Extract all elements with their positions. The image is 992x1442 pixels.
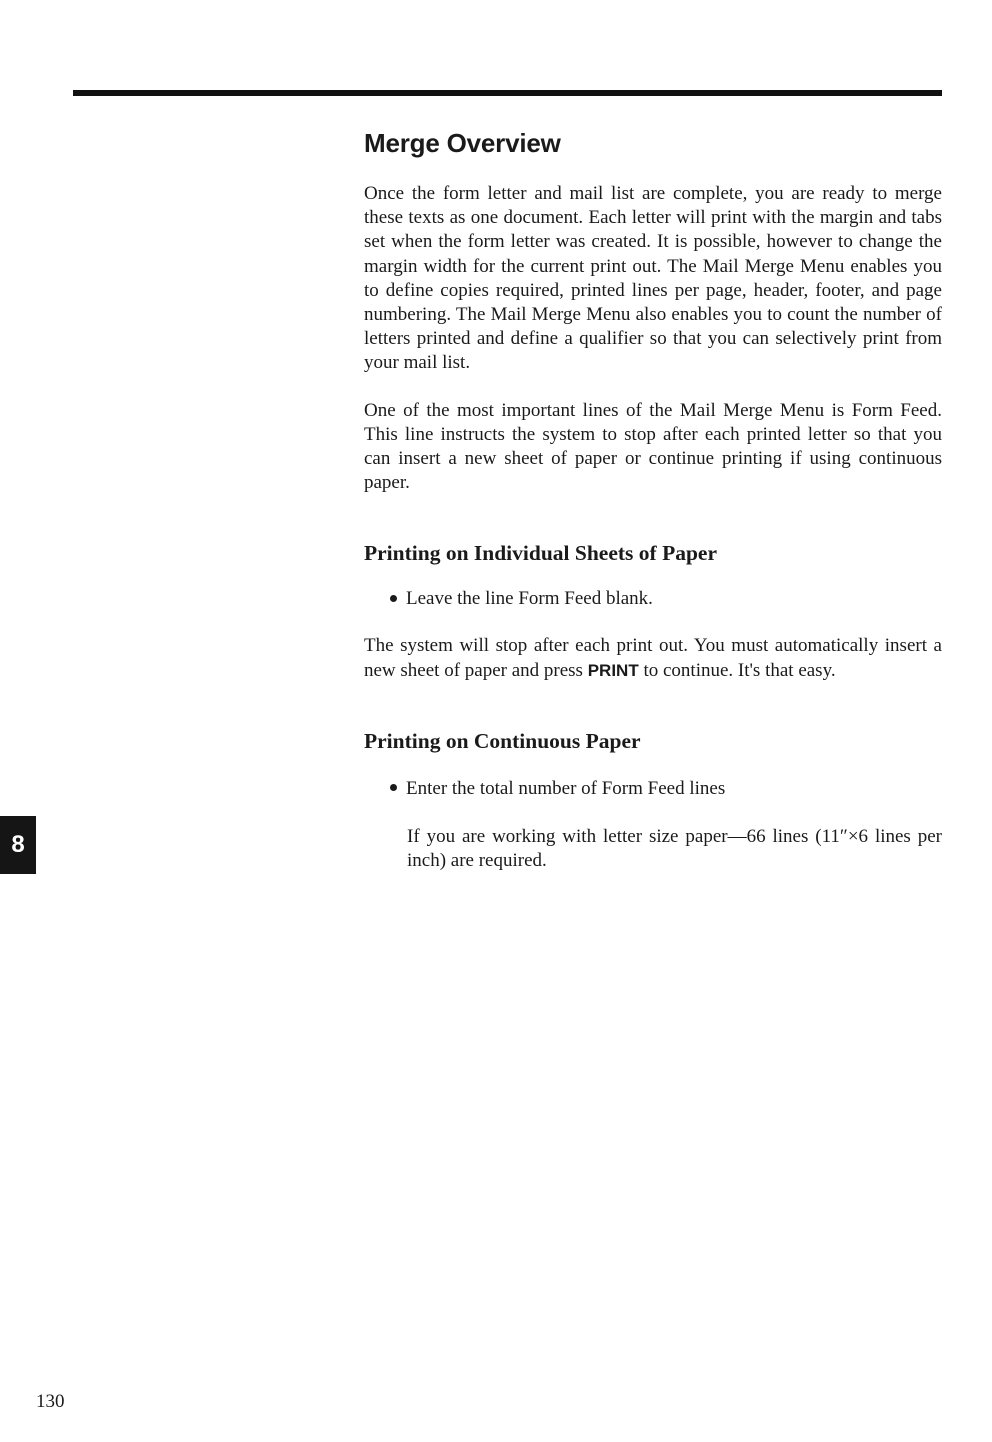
paragraph-text: to continue. It's that easy.: [643, 659, 836, 681]
chapter-tab: 8: [0, 816, 36, 874]
list-item: [390, 777, 942, 801]
individual-sheets-paragraph: [364, 634, 942, 682]
continuous-paper-heading: Printing on Continuous Paper: [364, 728, 641, 753]
bullet-text: Leave the line Form Feed blank.: [406, 588, 653, 610]
paragraph-text: The system will stop after each print out. You must automatically insert a new sheet of paper and press: [364, 635, 942, 681]
overview-paragraph-1: Once the form letter and mail list are complete, you are ready to merge these texts as one document. Each letter will print with the margin and tabs set when the form letter was created. It is possible, however to change the margin width for the current print out. The Mail Merge Menu enables you to define copies required, printed lines per page, header, footer, and page numbering. The Mail Merge Menu also enables you to count the number of letters printed and define a qualifier so that you can selectively print from your mail list.: [364, 183, 942, 374]
print-key-label: PRINT: [587, 660, 639, 680]
individual-sheets-heading: Printing on Individual Sheets of Paper: [364, 541, 718, 566]
main-content: [364, 124, 942, 892]
continuous-paper-note: If you are working with letter size paper—66 lines (11″×6 lines per inch) are required.: [407, 825, 942, 872]
list-item: [390, 587, 942, 611]
overview-paragraph-2: One of the most important lines of the Mail Merge Menu is Form Feed. This line instructs the system to stop after each printed letter so that you can insert a new sheet of paper or continue printing if using continuous paper.: [364, 399, 942, 494]
bullet-icon: [390, 784, 397, 791]
bullet-text: Enter the total number of Form Feed lines: [406, 777, 726, 799]
page-title: Merge Overview: [364, 128, 561, 158]
page-number: 130: [36, 1391, 65, 1412]
bullet-icon: [390, 595, 397, 602]
top-rule: [73, 90, 942, 96]
